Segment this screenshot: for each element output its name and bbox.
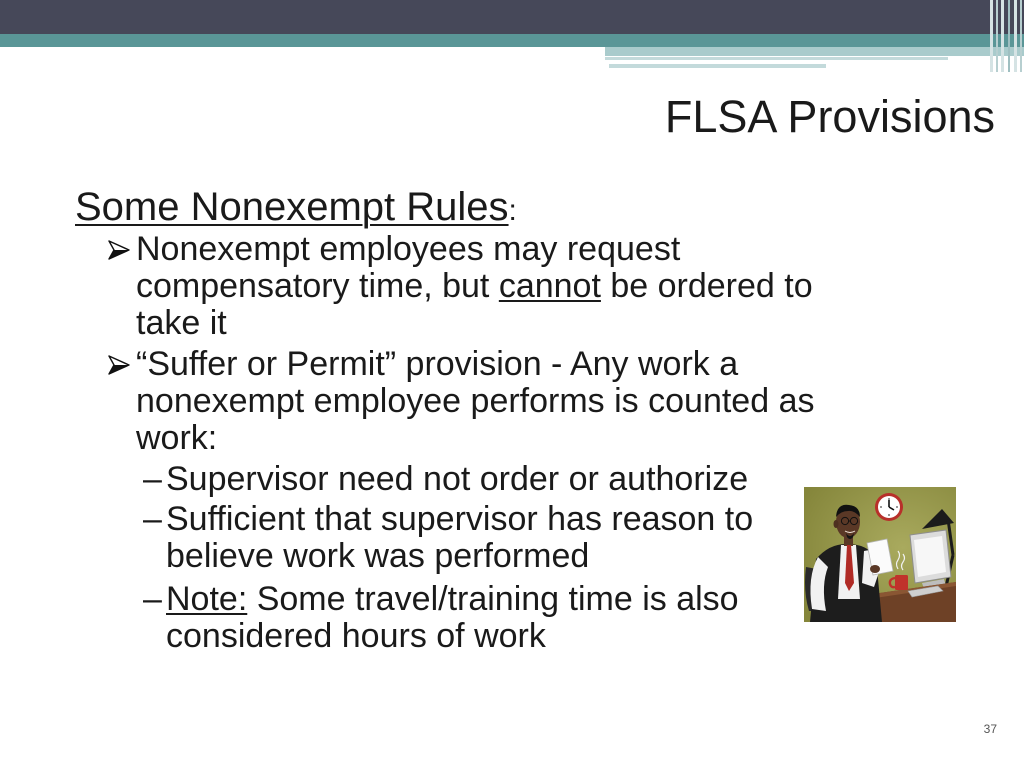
sub-bullet-item <box>143 580 840 655</box>
sub-bullet-dash: – <box>143 500 162 538</box>
wall-clock-icon <box>875 493 903 521</box>
section-heading-text: Some Nonexempt Rules <box>75 185 509 229</box>
header-light-band <box>605 47 1024 56</box>
page-number: 37 <box>983 722 997 736</box>
arrow-bullet-icon <box>108 355 130 375</box>
note-label: Note: <box>166 580 248 618</box>
bullet-emphasis: cannot <box>498 267 601 305</box>
header-teal-band <box>0 34 1024 47</box>
bullet-item <box>136 231 840 342</box>
sub-bullet-item <box>143 500 840 575</box>
bullet-item <box>136 346 840 457</box>
sub-bullet-text: Sufficient that supervisor has reason to believe work was performed <box>166 500 754 575</box>
slide-title: FLSA Provisions <box>664 91 995 142</box>
header-dark-band <box>0 0 1024 34</box>
sub-bullet-item <box>143 460 840 498</box>
arrow-bullet-icon <box>108 240 130 260</box>
corner-stripes <box>988 0 1024 72</box>
sub-bullet-text: Some travel/training time is also considered hours of work <box>166 580 739 655</box>
sub-bullet-text: Supervisor need not order or authorize <box>166 460 749 498</box>
bullet-text: “Suffer or Permit” provision - Any work a nonexempt employee performs is counted as work: <box>136 345 815 457</box>
header-accent-line <box>605 57 948 60</box>
bullet-text: be ordered to take it <box>136 267 813 342</box>
businessman-at-desk-clipart <box>804 487 956 622</box>
section-heading <box>75 185 517 233</box>
bullet-text: Nonexempt employees may request compensatory time, but <box>136 230 681 305</box>
sub-bullet-dash: – <box>143 460 162 498</box>
header-accent-line <box>609 64 826 68</box>
section-heading-colon: : <box>508 194 517 227</box>
hand <box>870 565 880 573</box>
sub-bullet-dash: – <box>143 580 162 618</box>
